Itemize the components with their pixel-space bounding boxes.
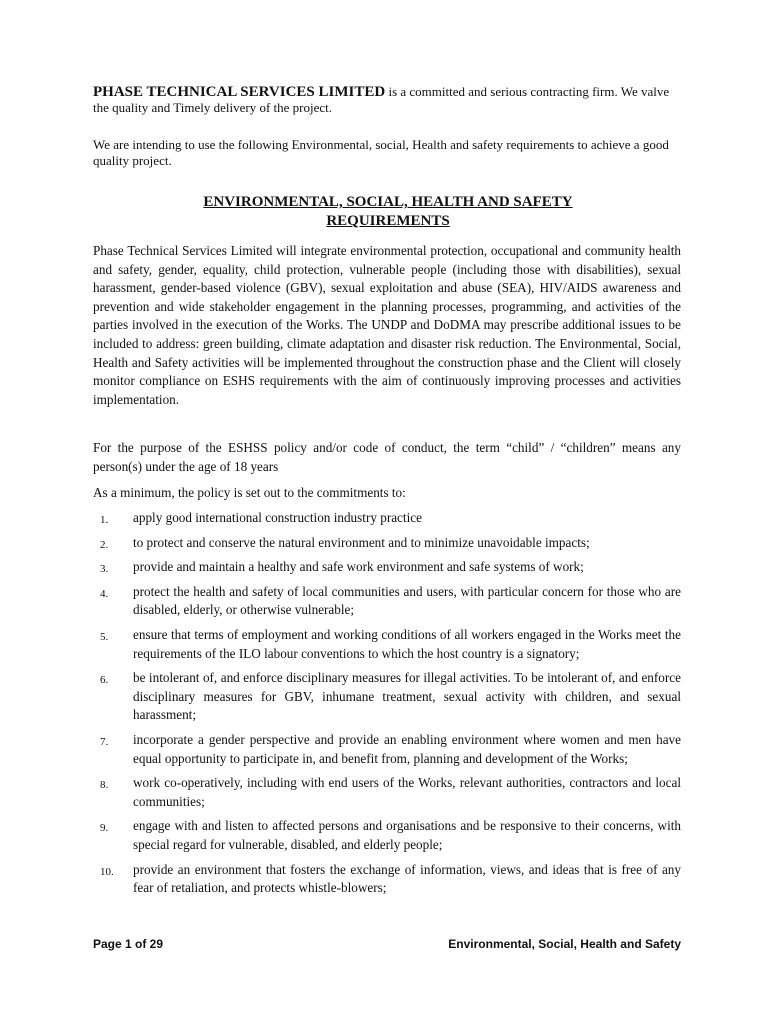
list-number: 2. [100, 538, 109, 551]
page-footer [93, 937, 681, 951]
list-text: engage with and listen to affected persons and organisations and be responsive to their concerns, with special regard for vulnerable, disabled, and elderly people; [133, 818, 681, 852]
footer-section-title: Environmental, Social, Health and Safety [448, 937, 681, 951]
list-number: 1. [100, 514, 109, 526]
list-item [93, 558, 681, 577]
list-item [93, 509, 681, 528]
commitments-intro: As a minimum, the policy is set out to the commitments to: [93, 485, 406, 500]
list-item [93, 817, 681, 854]
company-description: is a committed and serious contracting firm. We valve the quality and Timely delivery of the project. [93, 84, 670, 115]
company-name: PHASE TECHNICAL SERVICES LIMITED [93, 84, 386, 100]
list-item [93, 583, 681, 620]
section-title [93, 193, 683, 231]
purpose-paragraph: We are intending to use the following Environmental, social, Health and safety requirements to achieve a good quality project. [93, 137, 669, 168]
list-item [93, 861, 681, 898]
list-number: 3. [100, 563, 109, 576]
list-item [93, 669, 681, 725]
list-number: 6. [100, 674, 109, 687]
list-item [93, 626, 681, 663]
child-definition-paragraph: For the purpose of the ESHSS policy and/or code of conduct, the term “child” / “children” means any person(s) under the age of 18 years [93, 440, 681, 474]
list-text: to protect and conserve the natural environment and to minimize unavoidable impacts; [133, 534, 590, 550]
policy-paragraph: Phase Technical Services Limited will integrate environmental protection, occupational and community health and safety, gender, equality, child protection, vulnerable people (including those with disabilities), sexual harassment, gender-based violence (GBV), sexual exploitation and abuse (SEA), HIV/AIDS awareness and prevention and wide stakeholder engagement in the planning processes, programming, and activities of the parties involved in the execution of the Works. The UNDP and DoDMA may prescribe additional issues to be included to address: green building, climate adaptation and disaster risk reduction. The Environmental, Social, Health and Safety activities will be implemented throughout the construction phase and the Client will closely monitor compliance on ESHS requirements with the aim of continuously improving processes and activities implementation. [93, 243, 681, 407]
list-item [93, 774, 681, 811]
list-text: work co-operatively, including with end users of the Works, relevant authorities, contractors and local communities; [133, 775, 681, 809]
list-number: 9. [100, 822, 109, 835]
list-text: provide and maintain a healthy and safe work environment and safe systems of work; [133, 559, 584, 575]
intro-paragraph [93, 84, 683, 116]
page-number: Page 1 of 29 [93, 937, 164, 951]
section-title-line1: ENVIRONMENTAL, SOCIAL, HEALTH AND SAFETY [203, 194, 573, 210]
list-text: ensure that terms of employment and working conditions of all workers engaged in the Works meet the requirements of the ILO labour conventions to which the host country is a signatory; [133, 626, 681, 661]
list-number: 5. [100, 630, 109, 643]
list-number: 10. [100, 865, 114, 878]
list-item [93, 731, 681, 768]
list-number: 4. [100, 587, 109, 600]
list-text: provide an environment that fosters the exchange of information, views, and ideas that is free of any fear of retaliation, and protects whistle-blowers; [133, 861, 681, 896]
list-text: incorporate a gender perspective and provide an enabling environment where women and men have equal opportunity to participate in, and benefit from, planning and development of the Works; [133, 731, 681, 766]
list-item [93, 534, 681, 553]
list-text: protect the health and safety of local communities and users, with particular concern for those who are disabled, elderly, or otherwise vulnerable; [133, 583, 681, 618]
commitments-list [93, 509, 681, 898]
list-number: 8. [100, 779, 109, 792]
list-number: 7. [100, 735, 109, 748]
list-text: be intolerant of, and enforce disciplinary measures for illegal activities. To be intolerant of, and enforce disciplinary measures for GBV, inhumane treatment, sexual activity with children, and sexual harassment; [133, 670, 681, 723]
list-text: apply good international construction industry practice [133, 510, 422, 525]
section-title-line2: REQUIREMENTS [326, 213, 450, 229]
